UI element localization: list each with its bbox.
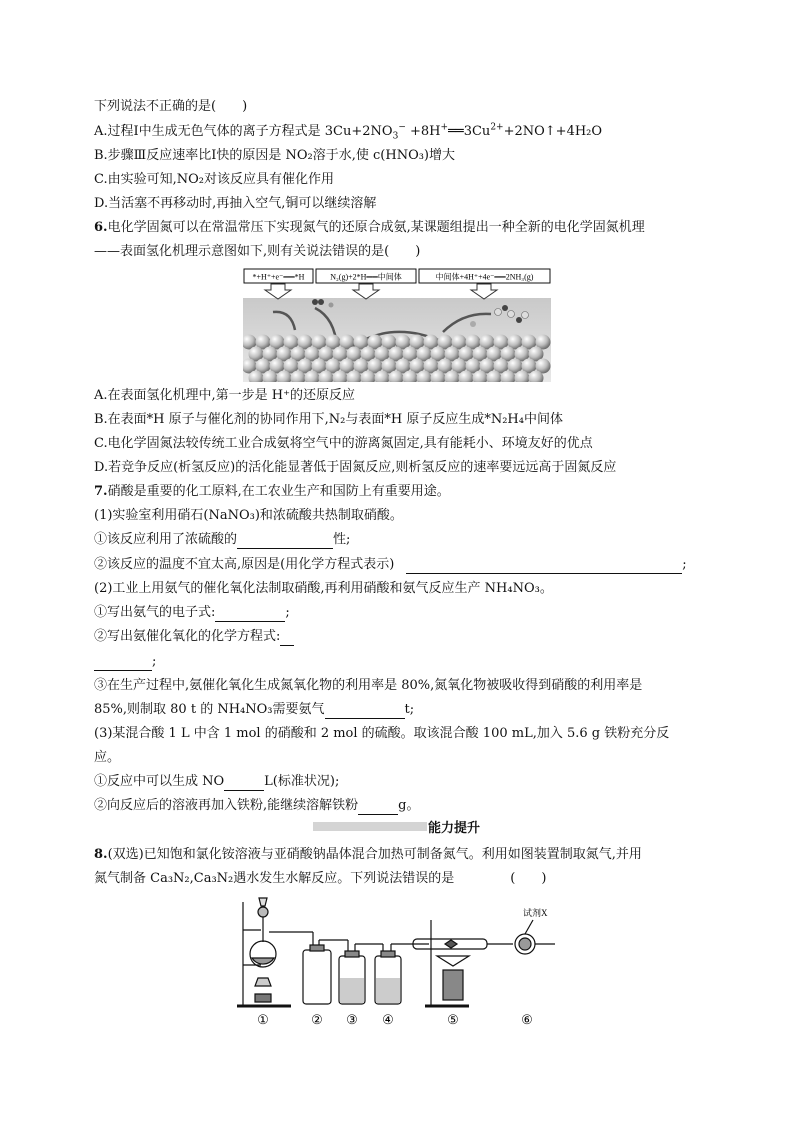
q5-a-o3: O: [381, 124, 393, 139]
q8-number: 8.: [94, 847, 108, 862]
apparatus-6-drying-tube: [487, 920, 555, 954]
q7-part3-line1: (3)某混合酸 1 L 中含 1 mol 的硝酸和 2 mol 的硫酸。取该混合酸 100 mL,加入 5.6 g 铁粉充分反: [94, 726, 670, 741]
q8-stem1: (双选)已知饱和氯化铵溶液与亚硝酸钠晶体混合加热可制备氮气。利用如图装置制取氮气,并用: [107, 847, 642, 862]
q5-a-mid: +8H: [405, 124, 441, 139]
equation-box-2-text: N₂(g)+2*H══中间体: [330, 272, 402, 282]
q7-part3a-post: L(标准状况);: [264, 774, 340, 789]
q5-option-b: B.步骤Ⅲ反应速率比Ⅰ快的原因是 NO₂溶于水,使 c(HNO₃)增大: [94, 148, 456, 163]
q7-part1: (1)实验室利用硝石(NaNO₃)和浓硫酸共热制取硝酸。: [94, 508, 403, 523]
q7-part3b-pre: ②向反应后的溶液再加入铁粉,能继续溶解铁粉: [94, 798, 359, 813]
equation-box-1: [244, 269, 313, 283]
apparatus-label-6: ⑥: [521, 1012, 533, 1027]
apparatus-1-generator: [237, 898, 313, 1006]
q7-stem-text: 硝酸是重要的化工原料,在工农业生产和国防上有重要用途。: [107, 484, 450, 499]
q7-part2b-post: ;: [152, 654, 157, 669]
equation-box-3: [419, 269, 550, 283]
q5-option-c: C.由实验可知,NO₂对该反应具有催化作用: [94, 172, 334, 187]
q6-option-d: D.若竞争反应(析氢反应)的活化能显著低于固氮反应,则析氢反应的速率要远远高于固氮反应: [94, 460, 617, 475]
apparatus-label-4: ④: [382, 1012, 394, 1027]
answer-blank[interactable]: [237, 534, 333, 549]
apparatus-4-wash-bottle: [375, 944, 429, 1004]
down-arrow-icon: [265, 284, 291, 299]
q7-part1b: [94, 556, 687, 574]
q6-option-b: B.在表面*H 原子与催化剂的协同作用下,N₂与表面*H 原子反应生成*N₂H₄中间体: [94, 412, 563, 427]
q7-part2b: [94, 628, 294, 646]
q5-a-hplus: +: [440, 122, 449, 133]
answer-blank[interactable]: [224, 776, 264, 791]
q7-part2a-post: ;: [285, 605, 290, 620]
equation-box-3-text: 中间体+4H⁺+4e⁻══2NH₃(g): [435, 272, 534, 282]
q5-a-minus: −: [398, 122, 406, 133]
q7-stem: [94, 483, 450, 501]
q8-stem2: 氮气制备 Ca₃N₂,Ca₃N₂遇水发生水解反应。下列说法错误的是: [94, 871, 455, 886]
answer-blank[interactable]: [358, 800, 398, 815]
q7-part2c-line2: [94, 701, 414, 719]
apparatus-label-1: ①: [257, 1012, 269, 1027]
apparatus-label-5: ⑤: [447, 1012, 459, 1027]
q5-a-cu2: 2+: [490, 122, 504, 133]
q6-option-c: C.电化学固氮法较传统工业合成氨将空气中的游离氮固定,具有能耗小、环境友好的优点: [94, 436, 593, 451]
q5-a-eq: ══3Cu: [448, 124, 491, 139]
q7-part3b: [94, 797, 419, 815]
q7-part3b-post: g。: [398, 798, 420, 813]
q8-stem-line1: [94, 846, 642, 864]
q7-part2c-pre: 85%,则制取 80 t 的 NH₄NO₃需要氨气: [94, 702, 325, 717]
q8-stem-line2: [94, 870, 546, 888]
q7-part3a: [94, 773, 339, 791]
apparatus-diagram: [233, 890, 563, 1030]
q6-stem1: 电化学固氮可以在常温常压下实现氮气的还原合成氨,某课题组提出一种全新的电化学固氮机理: [107, 220, 645, 235]
q7-part1b-text: ②该反应的温度不宜太高,原因是(用化学方程式表示): [94, 557, 395, 572]
q5-option-a: [94, 123, 602, 141]
q7-part3a-pre: ①反应中可以生成 NO: [94, 774, 225, 789]
q7-part2a-pre: ①写出氨气的电子式:: [94, 605, 216, 620]
down-arrow-icon: [471, 284, 497, 299]
q7-part2a: [94, 604, 290, 622]
q6-stem-line1: [94, 219, 645, 237]
answer-blank[interactable]: [406, 559, 682, 574]
catalyst-surface: [243, 335, 551, 383]
answer-blank[interactable]: [325, 704, 405, 719]
answer-blank[interactable]: [94, 656, 152, 671]
q7-part3-line2: 应。: [94, 750, 121, 765]
q7-part2c-line1: ③在生产过程中,氨催化氧化生成氮氧化物的利用率是 80%,氮氧化物被吸收得到硝酸的利用率是: [94, 678, 643, 693]
section-bar: [313, 822, 427, 831]
q5-option-d: D.当活塞不再移动时,再抽入空气,铜可以继续溶解: [94, 196, 377, 211]
q7-part1b-end: ;: [682, 557, 687, 572]
surface-hydrogenation-diagram: [243, 268, 551, 382]
q7-part1a: [94, 531, 350, 549]
apparatus-label-3: ③: [346, 1012, 358, 1027]
q5-a-pre: A.过程Ⅰ中生成无色气体的离子方程式是 3Cu+2N: [94, 124, 382, 139]
apparatus-label-2: ②: [311, 1012, 323, 1027]
q7-part1a-post: 性;: [333, 532, 351, 547]
q7-part2: (2)工业上用氨气的催化氧化法制取硝酸,再利用硝酸和氨气反应生产 NH₄NO₃。: [94, 581, 553, 596]
section-title: 能力提升: [428, 821, 481, 836]
q5-stem: 下列说法不正确的是( ): [94, 99, 248, 114]
answer-blank[interactable]: [215, 607, 285, 622]
q6-number: 6.: [94, 220, 108, 235]
equation-box-1-text: *+H⁺+e⁻══*H: [252, 272, 305, 282]
q7-number: 7.: [94, 484, 108, 499]
q5-a-o3sub: 3: [392, 131, 399, 142]
down-arrow-icon: [353, 284, 379, 299]
apparatus-5-heated-tube: [413, 920, 487, 1006]
reagent-x-label: 试剂X: [523, 908, 548, 918]
q6-stem-line2: ——表面氢化机理示意图如下,则有关说法错误的是( ): [94, 244, 421, 259]
equation-box-2: [316, 269, 416, 283]
answer-blank[interactable]: [280, 631, 294, 646]
q8-bracket: ( ): [510, 871, 547, 886]
q7-part2b-pre: ②写出氨催化氧化的化学方程式:: [94, 629, 281, 644]
q7-part2c-post: t;: [404, 702, 415, 717]
q5-a-post: +2NO↑+4H₂O: [503, 124, 603, 139]
apparatus-labels: [257, 1012, 533, 1027]
q7-part1a-pre: ①该反应利用了浓硫酸的: [94, 532, 238, 547]
q7-part2b-cont: [94, 653, 156, 671]
down-arrows: [265, 284, 497, 299]
q6-option-a: A.在表面氢化机理中,第一步是 H⁺的还原反应: [94, 388, 355, 403]
